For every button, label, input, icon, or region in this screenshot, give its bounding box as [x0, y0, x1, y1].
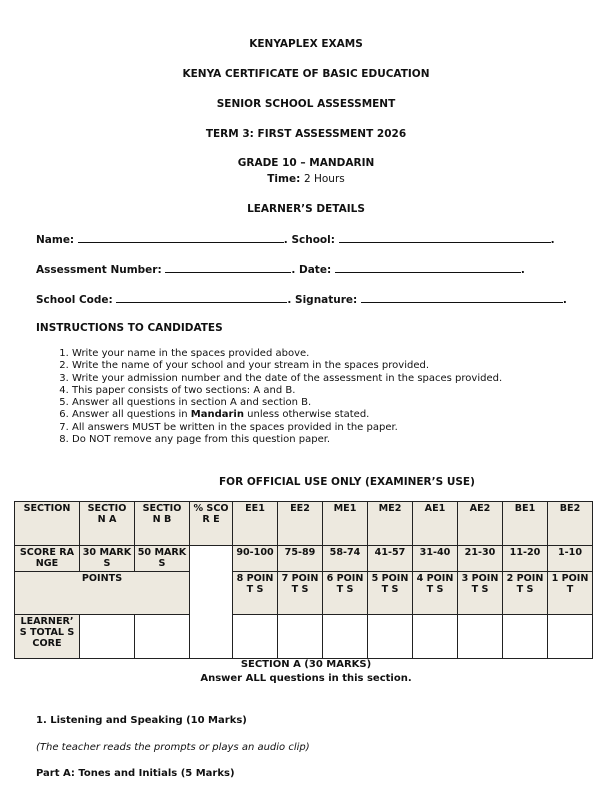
points-cell: 3 POINT S	[458, 572, 503, 615]
level-score-cell[interactable]	[233, 615, 278, 659]
section-a-score-cell[interactable]	[80, 615, 135, 659]
range-cell: 11-20	[503, 546, 548, 572]
instruction-item: 8. Do NOT remove any page from this question paper.	[72, 434, 612, 446]
score-table	[14, 501, 593, 659]
time-line	[0, 173, 612, 185]
school-label: School:	[291, 234, 335, 246]
assessment-number-field[interactable]	[165, 263, 291, 273]
points-cell: 4 POINT S	[413, 572, 458, 615]
table-header-row	[15, 502, 593, 546]
points-cell: 5 POINT S	[368, 572, 413, 615]
section-a-heading: SECTION A (30 MARKS)	[240, 659, 372, 670]
learner-details-heading: LEARNER’S DETAILS	[247, 203, 365, 215]
points-cell: 6 POINT S	[323, 572, 368, 615]
points-cell: 8 POINT S	[233, 572, 278, 615]
part-a-title: Part A: Tones and Initials (5 Marks)	[36, 768, 235, 779]
table-header-cell: ME1	[323, 502, 368, 546]
official-use-heading: FOR OFFICIAL USE ONLY (EXAMINER’S USE)	[219, 476, 475, 488]
school-code-field[interactable]	[116, 293, 287, 303]
grade-subject: GRADE 10 – MANDARIN	[237, 157, 375, 169]
instruction-item: 1. Write your name in the spaces provided above.	[72, 348, 612, 360]
percent-score-cell[interactable]	[190, 546, 233, 659]
level-score-cell[interactable]	[278, 615, 323, 659]
range-cell: 58-74	[323, 546, 368, 572]
date-dot: .	[520, 264, 525, 276]
name-row	[36, 233, 555, 246]
range-cell: 21-30	[458, 546, 503, 572]
table-header-cell: AE2	[458, 502, 503, 546]
level-score-cell[interactable]	[368, 615, 413, 659]
signature-field[interactable]	[361, 293, 563, 303]
signature-dot: .	[562, 294, 567, 306]
table-header-cell: SECTION	[15, 502, 80, 546]
instructions-heading: INSTRUCTIONS TO CANDIDATES	[36, 322, 223, 334]
instruction-item: 7. All answers MUST be written in the spaces provided in the paper.	[72, 422, 612, 434]
time-label: Time:	[267, 173, 301, 185]
term-title: TERM 3: FIRST ASSESSMENT 2026	[205, 128, 407, 140]
points-label: POINTS	[15, 572, 190, 615]
instruction-item: 3. Write your admission number and the date of the assessment in the spaces provided.	[72, 373, 612, 385]
assessment-level: SENIOR SCHOOL ASSESSMENT	[216, 98, 396, 110]
assessment-number-label: Assessment Number:	[36, 264, 162, 276]
instructions-list	[48, 348, 612, 446]
score-range-label: SCORE RANGE	[15, 546, 80, 572]
points-row	[15, 572, 593, 615]
date-field[interactable]	[335, 263, 521, 273]
table-header-cell: EE1	[233, 502, 278, 546]
points-cell: 7 POINT S	[278, 572, 323, 615]
level-score-cell[interactable]	[458, 615, 503, 659]
school-dot: .	[550, 234, 555, 246]
school-code-row	[36, 293, 567, 306]
range-cell: 90-100	[233, 546, 278, 572]
points-cell: 1 POIN T	[548, 572, 593, 615]
section-b-marks: 50 MARKS	[135, 546, 190, 572]
level-score-cell[interactable]	[323, 615, 368, 659]
school-code-label: School Code:	[36, 294, 113, 306]
level-score-cell[interactable]	[548, 615, 593, 659]
signature-label: Signature:	[295, 294, 358, 306]
table-header-cell: BE2	[548, 502, 593, 546]
range-cell: 75-89	[278, 546, 323, 572]
school-field[interactable]	[339, 233, 551, 243]
instruction-item: 4. This paper consists of two sections: A and B.	[72, 385, 612, 397]
name-label: Name:	[36, 234, 75, 246]
table-header-cell: ME2	[368, 502, 413, 546]
section-a-subheading: Answer ALL questions in this section.	[200, 673, 412, 684]
table-header-cell: BE1	[503, 502, 548, 546]
range-cell: 31-40	[413, 546, 458, 572]
question-1-note: (The teacher reads the prompts or plays an audio clip)	[36, 742, 310, 753]
table-header-cell: AE1	[413, 502, 458, 546]
name-dot: .	[283, 234, 288, 246]
assessment-row	[36, 263, 525, 276]
score-range-row	[15, 546, 593, 572]
name-field[interactable]	[78, 233, 284, 243]
question-1-title: 1. Listening and Speaking (10 Marks)	[36, 715, 247, 726]
assessment-dot: .	[291, 264, 296, 276]
instruction-item	[72, 409, 612, 421]
instruction-item-text: Answer all questions in	[72, 409, 191, 421]
date-label: Date:	[299, 264, 332, 276]
instruction-item: 2. Write the name of your school and your stream in the spaces provided.	[72, 360, 612, 372]
level-score-cell[interactable]	[503, 615, 548, 659]
instruction-language: Mandarin	[190, 409, 244, 421]
level-score-cell[interactable]	[413, 615, 458, 659]
table-header-cell: SECTIO N A	[80, 502, 135, 546]
range-cell: 1-10	[548, 546, 593, 572]
section-b-score-cell[interactable]	[135, 615, 190, 659]
certificate-title: KENYA CERTIFICATE OF BASIC EDUCATION	[182, 68, 430, 80]
total-score-label: LEARNER’ S TOTAL SCORE	[15, 615, 80, 659]
table-header-cell: % SCOR E	[190, 502, 233, 546]
school-code-dot: .	[287, 294, 292, 306]
section-a-marks: 30 MARKS	[80, 546, 135, 572]
table-header-cell: EE2	[278, 502, 323, 546]
points-cell: 2 POINT S	[503, 572, 548, 615]
instruction-item: 5. Answer all questions in section A and section B.	[72, 397, 612, 409]
total-score-row	[15, 615, 593, 659]
range-cell: 41-57	[368, 546, 413, 572]
exam-org: KENYAPLEX EXAMS	[249, 38, 363, 50]
instruction-item-tail: unless otherwise stated.	[243, 409, 370, 421]
time-value: 2 Hours	[303, 173, 345, 185]
table-header-cell: SECTIO N B	[135, 502, 190, 546]
